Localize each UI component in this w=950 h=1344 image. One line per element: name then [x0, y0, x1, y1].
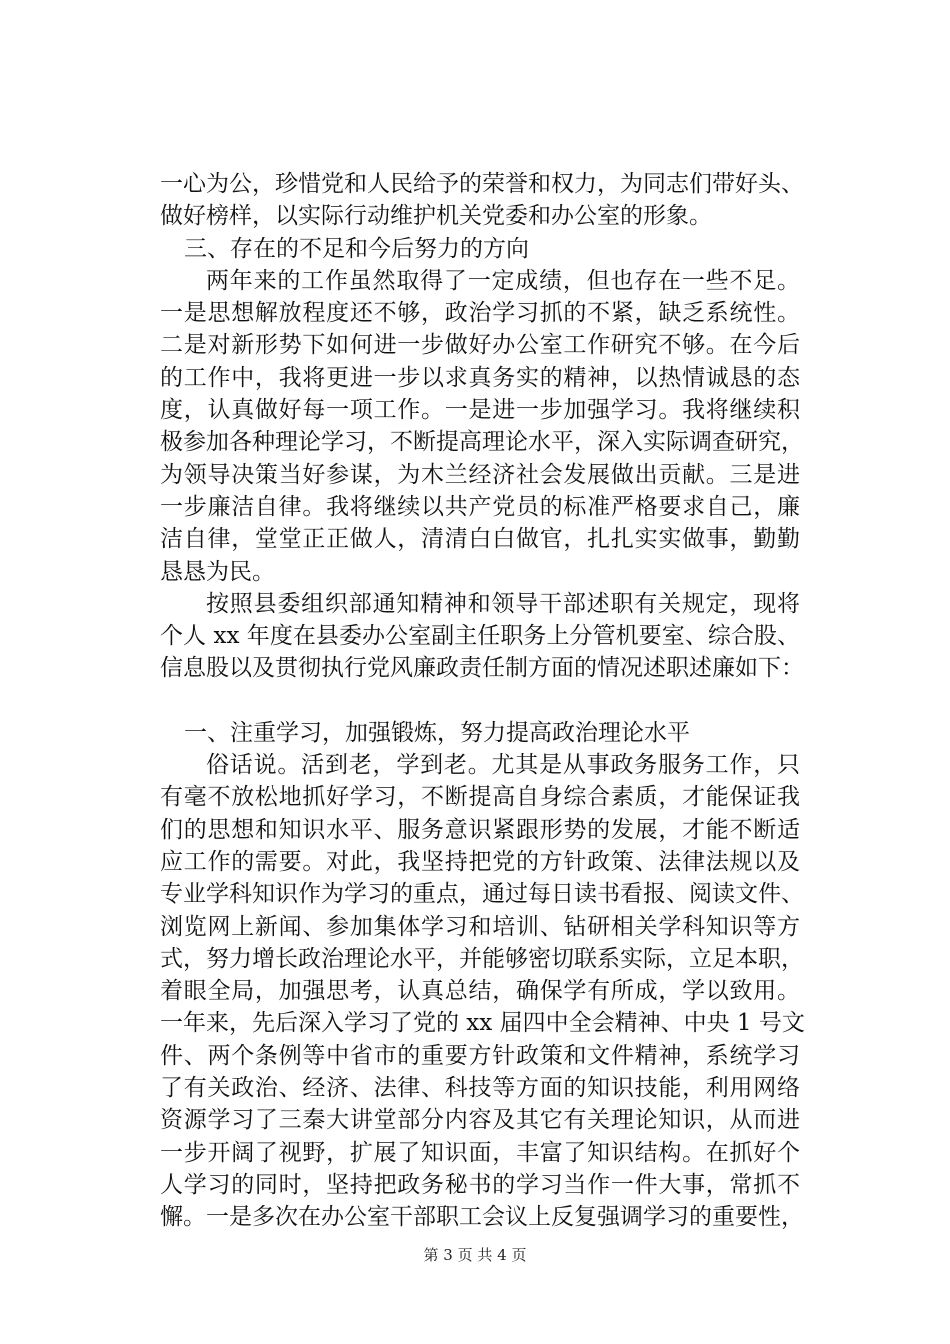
text-line: 一步廉洁自律。我将继续以共产党员的标准严格要求自己，廉	[160, 493, 800, 520]
text-line: 极参加各种理论学习，不断提高理论水平，深入实际调查研究，	[160, 429, 804, 456]
text-line: 件、两个条例等中省市的重要方针政策和文件精神，系统学习	[160, 1042, 800, 1069]
text-line: 一年来，先后深入学习了党的 xx 届四中全会精神、中央 1 号文	[160, 1010, 805, 1037]
text-line: 度，认真做好每一项工作。一是进一步加强学习。我将继续积	[160, 397, 800, 424]
text-line: 二是对新形势下如何进一步做好办公室工作研究不够。在今后	[160, 332, 800, 359]
text-line: 按照县委组织部通知精神和领导干部述职有关规定，现将	[206, 590, 800, 617]
text-line: 着眼全局，加强思考，认真总结，确保学有所成，学以致用。	[160, 978, 800, 1005]
text-line: 个人 xx 年度在县委办公室副主任职务上分管机要室、综合股、	[160, 623, 800, 650]
text-line: 一步开阔了视野，扩展了知识面，丰富了知识结构。在抓好个	[160, 1139, 800, 1166]
page-number-label: 第 3 页 共 4 页	[423, 1246, 527, 1264]
text-line: 为领导决策当好参谋，为木兰经济社会发展做出贡献。三是进	[160, 461, 800, 488]
section-heading: 一、注重学习，加强锻炼，努力提高政治理论水平	[184, 719, 690, 746]
text-line: 人学习的同时，坚持把政务秘书的学习当作一件大事，常抓不	[160, 1171, 800, 1198]
text-line: 应工作的需要。对此，我坚持把党的方针政策、法律法规以及	[160, 848, 800, 875]
text-line: 专业学科知识作为学习的重点，通过每日读书看报、阅读文件、	[160, 881, 804, 908]
text-line: 信息股以及贯彻执行党风廉政责任制方面的情况述职述廉如下：	[160, 655, 804, 682]
text-line: 一心为公，珍惜党和人民给予的荣誉和权力，为同志们带好头、	[160, 171, 804, 197]
text-line: 式，努力增长政治理论水平，并能够密切联系实际，立足本职，	[160, 945, 804, 972]
paragraph-gap	[160, 685, 800, 717]
text-line: 了有关政治、经济、法律、科技等方面的知识技能，利用网络	[160, 1075, 800, 1102]
text-line: 们的思想和知识水平、服务意识紧跟形势的发展，才能不断适	[160, 816, 800, 843]
text-line: 俗话说。活到老，学到老。尤其是从事政务服务工作，只	[206, 752, 800, 779]
page-footer	[0, 1244, 950, 1265]
text-line: 资源学习了三秦大讲堂部分内容及其它有关理论知识，从而进	[160, 1107, 800, 1134]
text-line: 的工作中，我将更进一步以求真务实的精神，以热情诚恳的态	[160, 364, 800, 391]
text-line: 做好榜样，以实际行动维护机关党委和办公室的形象。	[160, 203, 712, 230]
text-line: 洁自律，堂堂正正做人，清清白白做官，扎扎实实做事，勤勤	[160, 526, 800, 553]
text-line: 浏览网上新闻、参加集体学习和培训、钻研相关学科知识等方	[160, 913, 800, 940]
text-line: 懈。一是多次在办公室干部职工会议上反复强调学习的重要性，	[160, 1204, 804, 1231]
text-line: 两年来的工作虽然取得了一定成绩，但也存在一些不足。	[206, 267, 800, 294]
text-line: 恳恳为民。	[160, 558, 275, 585]
text-line: 一是思想解放程度还不够，政治学习抓的不紧，缺乏系统性。	[160, 300, 800, 327]
section-heading: 三、存在的不足和今后努力的方向	[184, 235, 529, 262]
document-body	[160, 168, 805, 1234]
text-line: 有毫不放松地抓好学习，不断提高自身综合素质，才能保证我	[160, 784, 800, 811]
